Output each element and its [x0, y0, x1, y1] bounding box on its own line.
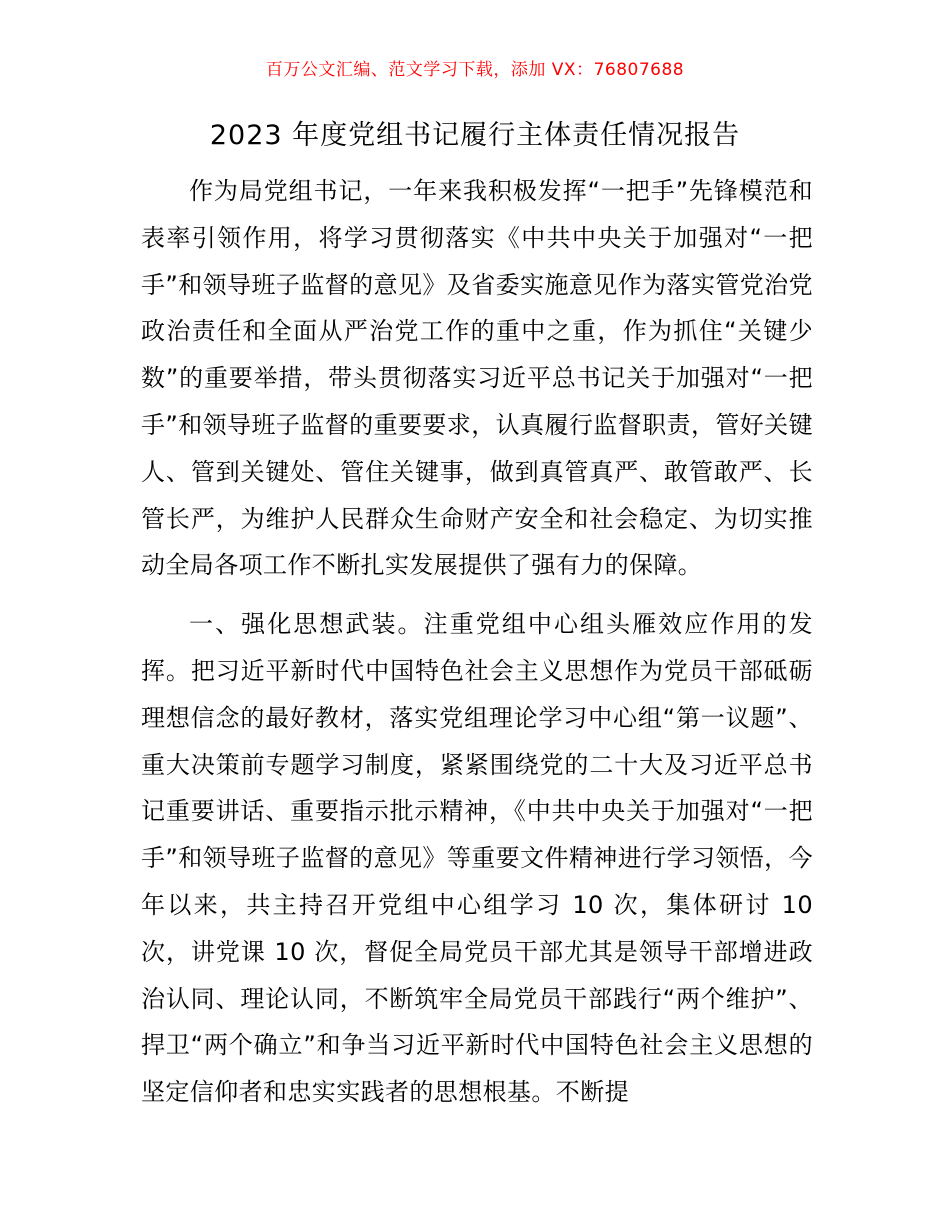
document-title: 2023 年度党组书记履行主体责任情况报告	[209, 120, 741, 151]
paragraph-intro: 作为局党组书记，一年来我积极发挥“一把手”先锋模范和表率引领作用，将学习贯彻落实《中共中央关于加强对“一把手”和领导班子监督的意见》及省委实施意见作为落实管党治党政治责任和全面从严治党工作的重中之重，作为抓住“关键少数”的重要举措，带头贯彻落实习近平总书记关于加强对“一把手”和领导班子监督的重要要求，认真履行监督职责，管好关键人、管到关键处、管住关键事，做到真管真严、敢管敢严、长管长严，为维护人民群众生命财产安全和社会稳定、为切实推动全局各项工作不断扎实发展提供了强有力的保障。	[141, 177, 813, 580]
document-body	[141, 168, 813, 1116]
header-watermark-note: 百万公文汇编、范文学习下载，添加 VX：76807688	[265, 60, 685, 80]
paragraph-section-one: 一、强化思想武装。注重党组中心组头雁效应作用的发挥。把习近平新时代中国特色社会主义思想作为党员干部砥砺理想信念的最好教材，落实党组理论学习中心组“第一议题”、重大决策前专题学习制度，紧紧围绕党的二十大及习近平总书记重要讲话、重要指示批示精神，《中共中央关于加强对“一把手”和领导班子监督的意见》等重要文件精神进行学习领悟，今年以来，共主持召开党组中心组学习 10 次，集体研讨 10 次，讲党课 10 次，督促全局党员干部尤其是领导干部增进政治认同、理论认同，不断筑牢全局党员干部践行“两个维护”、捍卫“两个确立”和争当习近平新时代中国特色社会主义思想的坚定信仰者和忠实实践者的思想根基。不断提	[141, 610, 813, 1107]
